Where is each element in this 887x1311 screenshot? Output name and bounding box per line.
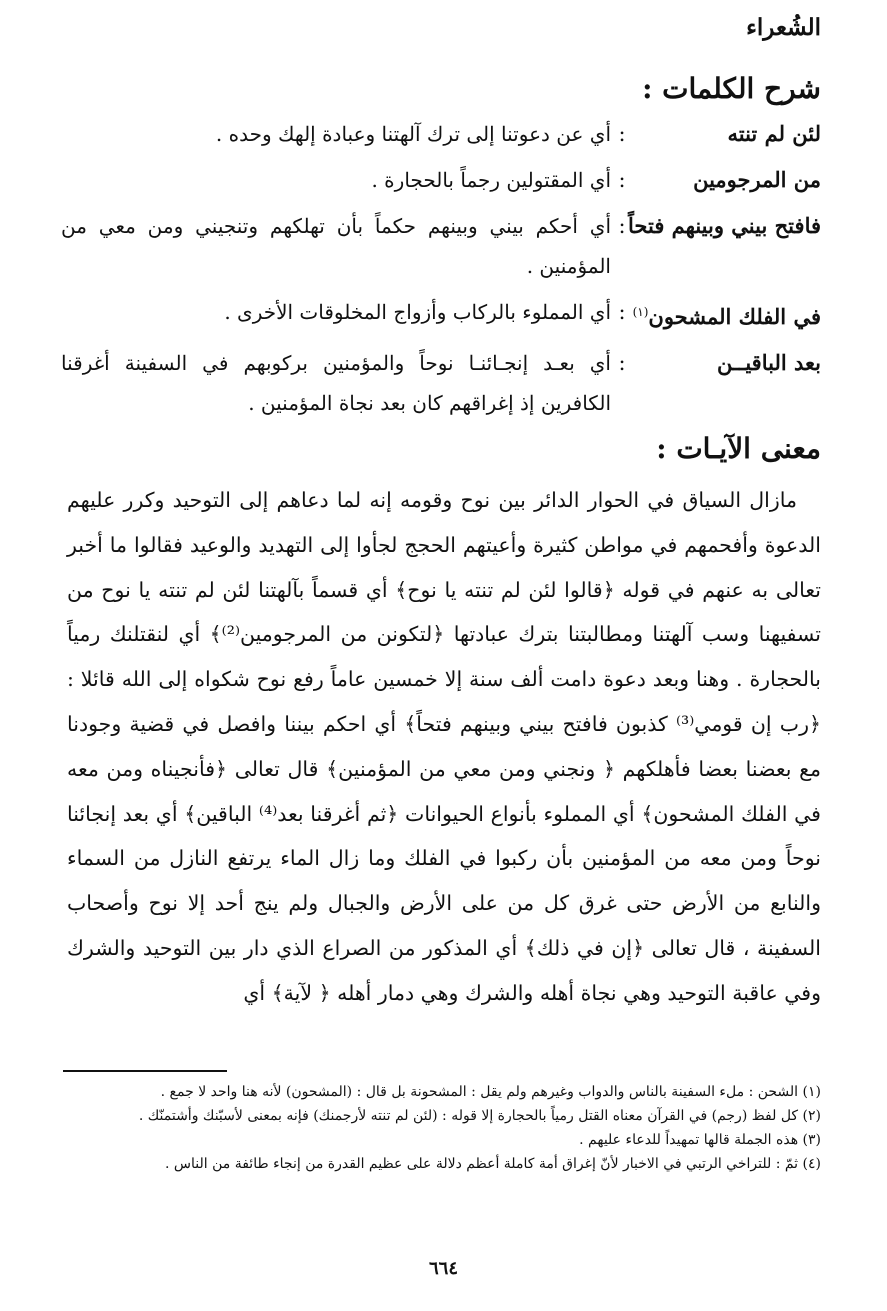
vocab-definition: أي المقتولين رجماً بالحجارة . xyxy=(371,168,611,192)
vocab-term: لئن لم تنته xyxy=(727,121,821,146)
vocab-definition: أي المملوء بالركاب وأزواج المخلوقات الأخرى . xyxy=(224,300,611,324)
running-head: الشُعراء xyxy=(746,14,821,41)
vocab-row xyxy=(61,114,821,154)
colon: : xyxy=(618,214,626,238)
commentary-paragraph: مازال السياق في الحوار الدائر بين نوح وقومه إنه لما دعاهم إلى التوحيد وكرر عليهم الدعوة وأفحمهم في مواطن كثيرة وأعيتهم الحجج لجأوا إلى التهديد والوعيد فقالوا ما أخبر تعالى به عنهم في قوله ﴿قالوا لئن لم تنته يا نوح﴾ أي قسماً بآلهتنا لئن لم تنته يا نوح من تسفيهنا وسب آلهتنا ومطالبتنا بترك عبادتها ﴿لتكونن من المرجومين⁽²⁾﴾ أي لنقتلنك رمياً بالحجارة . وهنا وبعد دعوة دامت ألف سنة إلا خمسين عاماً رفع نوح شكواه إلى الله قائلا : ﴿رب إن قومي⁽³⁾ كذبون فافتح بيني وبينهم فتحاً﴾ أي احكم بيننا وافصل في قضية وجودنا مع بعضنا بعضا فأهلكهم ﴿ ونجني ومن معي من المؤمنين﴾ قال تعالى ﴿فأنجيناه ومن معه في الفلك المشحون﴾ أي المملوء بأنواع الحيوانات ﴿ثم أغرقنا بعد⁽⁴⁾ الباقين﴾ أي بعد إنجائنا نوحاً ومن معه من المؤمنين بأن ركبوا في الفلك وما زال الماء يرتفع النازل من السماء والنابع من الأرض حتى غرق كل من على الأرض والجبال ولم ينج أحد إلا نوح وأصحاب السفينة ، قال تعالى ﴿إن في ذلك﴾ أي المذكور من الصراع الذي دار بين التوحيد والشرك وفي عاقبة التوحيد وهي نجاة أهله والشرك وهي دمار أهله ﴿ لآية﴾ أي xyxy=(67,488,821,1005)
vocab-definition: أي عن دعوتنا إلى ترك آلهتنا وعبادة إلهك وحده . xyxy=(215,122,611,146)
vocab-term: في الفلك المشحون$^{(١)}$ xyxy=(632,304,821,329)
meaning-heading: معنى الآيـات : xyxy=(656,432,821,465)
vocab-row xyxy=(61,292,821,337)
footnote: (٣) هذه الجملة قالها تمهيداً للدعاء عليهم . xyxy=(579,1132,821,1148)
footnote: (٤) ثمّ : للتراخي الرتبي في الاخبار لأنّ إغراق أمة كاملة أعظم دلالة على عظيم القدرة من إنجاء طائفة من الناس . xyxy=(165,1156,821,1172)
vocab-term: بعد الباقيــن xyxy=(717,350,821,375)
colon: : xyxy=(618,300,626,324)
vocab-definition: أي بعـد إنجـائنـا نوحاً والمؤمنين بركوبهم في السفينة أغرقنا الكافرين إذ إغراقهم كان بعد نجاة المؤمنين . xyxy=(61,351,611,415)
footnote-divider xyxy=(63,1070,227,1072)
vocab-row xyxy=(61,160,821,200)
colon: : xyxy=(618,122,626,146)
colon: : xyxy=(618,351,626,375)
footnote-marker: (١) xyxy=(632,305,649,319)
vocab-heading: شرح الكلمات : xyxy=(642,72,821,105)
footnote: (١) الشحن : ملء السفينة بالناس والدواب وغيرهم ولم يقل : المشحونة بل قال : (المشحون) لأنه هنا واحد لا جمع . xyxy=(160,1084,821,1100)
vocab-row xyxy=(61,343,821,423)
footnote: (٢) كل لفظ (رجم) في القرآن معناه القتل رمياً بالحجارة إلا قوله : (لئن لم تنته لأرجمنك) فإنه بمعنى لأسبّنك وأشتمنّك . xyxy=(138,1108,821,1124)
footnotes xyxy=(61,1080,821,1176)
colon: : xyxy=(618,168,626,192)
vocab-definition: أي أحكم بيني وبينهم حكماً بأن تهلكهم وتنجيني ومن معي من المؤمنين . xyxy=(61,214,611,278)
vocab-row xyxy=(61,206,821,286)
vocab-list xyxy=(61,114,821,429)
vocab-term: من المرجومين xyxy=(693,167,821,192)
page-number: ٦٦٤ xyxy=(428,1258,458,1279)
vocab-term: فافتح بيني وبينهم فتحاً xyxy=(628,213,821,238)
